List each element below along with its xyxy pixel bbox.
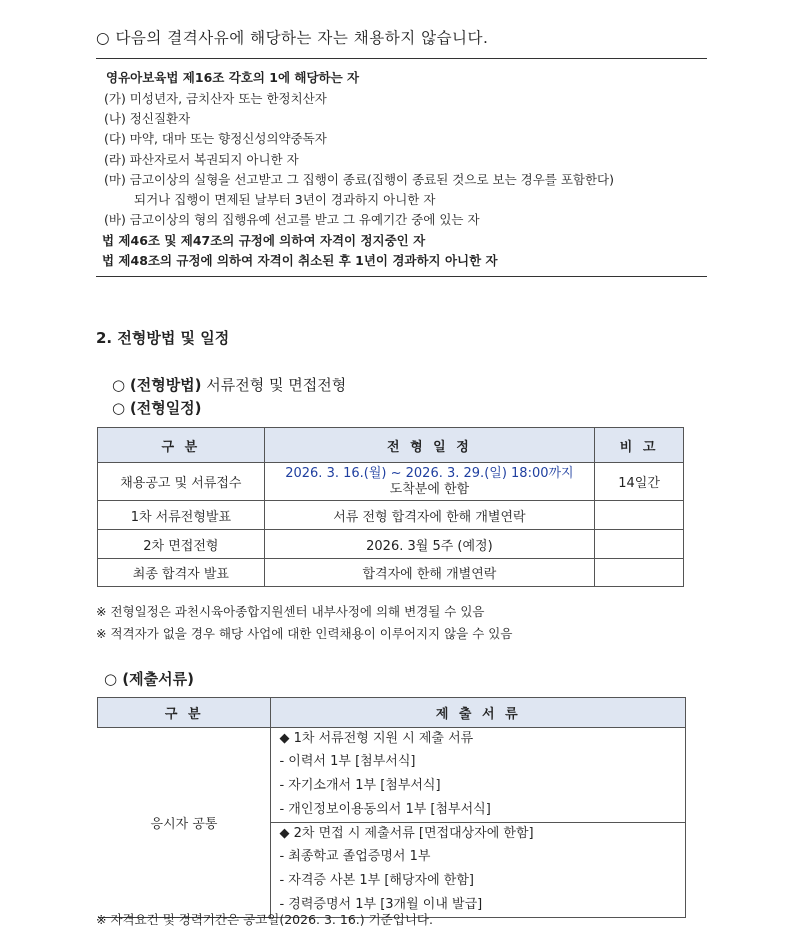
law-46-47: 법 제46조 및 제47조의 규정에 의하여 자격이 정지중인 자	[102, 233, 426, 248]
table-row	[98, 501, 684, 530]
schedule-header-schedule: 전 형 일 정	[264, 428, 594, 463]
divider-bottom	[96, 276, 707, 277]
list-item: - 개인정보이용동의서 1부 [첨부서식]	[271, 798, 685, 823]
table-row	[98, 559, 684, 587]
schedule-table	[97, 427, 684, 587]
disqualify-item: (나) 정신질환자	[104, 111, 191, 126]
schedule-date	[264, 463, 594, 501]
documents-category: 응시자 공통	[98, 728, 271, 918]
section-2-title: 2. 전형방법 및 일정	[96, 329, 230, 347]
divider-top	[96, 58, 707, 59]
schedule-note-change: ※ 전형일정은 과천시육아종합지원센터 내부사정에 의해 변경될 수 있음	[96, 604, 485, 619]
schedule-category: 1차 서류전형발표	[98, 501, 265, 530]
disqualify-item-continuation: 되거나 집행이 면제된 날부터 3년이 경과하지 아니한 자	[134, 192, 436, 207]
disqualification-intro: ○ 다음의 결격사유에 해당하는 자는 채용하지 않습니다.	[96, 29, 489, 47]
list-item: - 자기소개서 1부 [첨부서식]	[279, 778, 441, 793]
schedule-note	[595, 559, 684, 587]
disqualify-heading: 영유아보육법 제16조 각호의 1에 해당하는 자	[106, 70, 360, 85]
disqualify-item: (가) 미성년자, 금치산자 또는 한정치산자	[104, 91, 327, 106]
schedule-category: 2차 면접전형	[98, 530, 265, 559]
table-row	[98, 728, 686, 918]
law-48: 법 제48조의 규정에 의하여 자격이 취소된 후 1년이 경과하지 아니한 자	[102, 253, 498, 268]
schedule-date-range: 2026. 3. 16.(월) ~ 2026. 3. 29.(일) 18:00까지	[285, 465, 574, 481]
table-row	[98, 463, 684, 501]
schedule-header-category: 구 분	[98, 428, 265, 463]
schedule-note-no-hire: ※ 적격자가 없을 경우 해당 사업에 대한 인력채용이 이루어지지 않을 수 있음	[96, 626, 513, 641]
schedule-header-note: 비 고	[595, 428, 684, 463]
documents-header-category: 구 분	[98, 698, 271, 728]
list-item: - 이력서 1부 [첨부서식]	[279, 754, 416, 769]
documents-list	[271, 728, 686, 918]
documents-second-title: ◆ 2차 면접 시 제출서류 [면접대상자에 한함]	[279, 826, 534, 841]
schedule-date-condition: 도착분에 한함	[389, 481, 470, 497]
schedule-note	[595, 501, 684, 530]
schedule-date: 서류 전형 합격자에 한해 개별연락	[264, 501, 594, 530]
selection-schedule-heading: ○ (전형일정)	[112, 399, 202, 417]
schedule-date: 2026. 3월 5주 (예정)	[264, 530, 594, 559]
schedule-note	[595, 530, 684, 559]
documents-first-title: ◆ 1차 서류전형 지원 시 제출 서류	[279, 731, 474, 746]
disqualify-item: (바) 금고이상의 형의 집행유예 선고를 받고 그 유예기간 중에 있는 자	[104, 212, 480, 227]
documents-header-docs: 제 출 서 류	[271, 698, 686, 728]
disqualify-item: (다) 마약, 대마 또는 향정신성의약중독자	[104, 131, 327, 146]
schedule-date: 합격자에 한해 개별연락	[264, 559, 594, 587]
list-item: - 경력증명서 1부 [3개월 이내 발급]	[279, 897, 483, 912]
table-row	[98, 530, 684, 559]
list-item: - 최종학교 졸업증명서 1부	[279, 849, 431, 864]
footer-note: ※ 자격요건 및 경력기간은 공고일(2026. 3. 16.) 기준입니다.	[96, 912, 433, 927]
selection-method: ○ (전형방법) 서류전형 및 면접전형	[112, 376, 347, 394]
disqualify-item: (마) 금고이상의 실형을 선고받고 그 집행이 종료(집행이 종료된 것으로 보는 경우를 포함한다)	[104, 172, 614, 187]
documents-heading: ○ (제출서류)	[104, 670, 194, 688]
list-item: - 자격증 사본 1부 [해당자에 한함]	[279, 873, 474, 888]
disqualify-item: (라) 파산자로서 복권되지 아니한 자	[104, 152, 299, 167]
schedule-note: 14일간	[595, 463, 684, 501]
schedule-category: 최종 합격자 발표	[98, 559, 265, 587]
documents-table	[97, 697, 686, 918]
schedule-category: 채용공고 및 서류접수	[98, 463, 265, 501]
